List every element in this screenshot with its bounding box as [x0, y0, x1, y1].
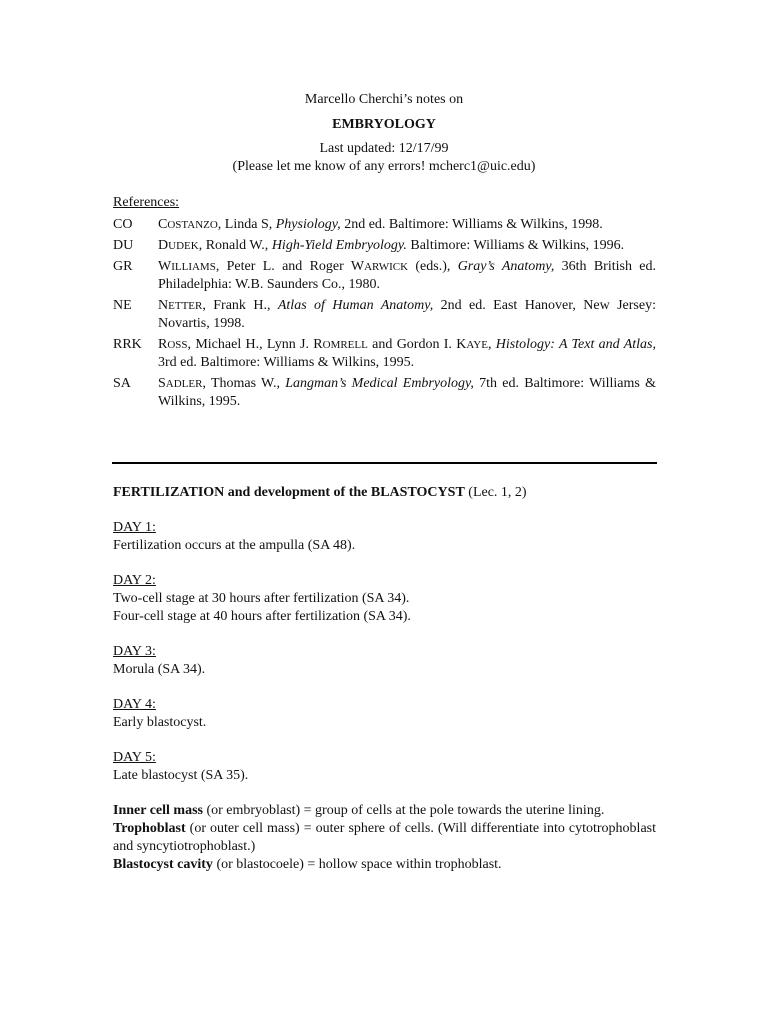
day-heading: DAY 5: — [113, 750, 156, 765]
section-title-lecture: (Lec. 1, 2) — [464, 485, 527, 500]
contact-line: (Please let me know of any errors! mcherc1@uic.edu) — [232, 159, 536, 174]
references-heading: References: — [113, 195, 180, 210]
author-smallcaps: AYE — [466, 339, 488, 351]
author-smallcaps: OSTANZO — [167, 219, 218, 231]
day-block — [113, 519, 656, 555]
reference-item — [113, 336, 656, 372]
day-line: Two-cell stage at 30 hours after fertilization (SA 34). — [113, 591, 410, 606]
day-heading: DAY 3: — [113, 644, 156, 659]
reference-item — [113, 297, 656, 333]
references-list — [113, 216, 656, 414]
day-block — [113, 572, 656, 626]
section-divider — [112, 462, 657, 464]
day-heading: DAY 2: — [113, 573, 156, 588]
author-smallcaps: ETTER — [168, 300, 203, 312]
days-list — [113, 519, 656, 785]
definition: Inner cell mass (or embryoblast) = group of cells at the pole towards the uterine lining. — [113, 803, 605, 818]
day-line: Morula (SA 34). — [113, 662, 206, 677]
definition: Blastocyst cavity (or blastocoele) = hollow space within trophoblast. — [113, 857, 502, 872]
reference-title: Histology: A Text and Atlas, — [495, 337, 657, 352]
reference-code: NE — [113, 298, 132, 313]
day-line: Four-cell stage at 40 hours after fertilization (SA 34). — [113, 609, 411, 624]
definition-term: Blastocyst cavity — [113, 857, 213, 872]
reference-title: High-Yield Embryology. — [271, 238, 407, 253]
definition-term: Trophoblast — [113, 821, 186, 836]
reference-text: COSTANZO, Linda S, Physiology, 2nd ed. Baltimore: Williams & Wilkins, 1998. — [158, 217, 603, 232]
day-line: Late blastocyst (SA 35). — [113, 768, 249, 783]
reference-code: DU — [113, 238, 134, 253]
fertilization-section — [113, 484, 656, 874]
definition-term: Inner cell mass — [113, 803, 203, 818]
reference-text: ROSS, Michael H., Lynn J. ROMRELL and Gordon I. KAYE, Histology: A Text and Atlas, 3rd ed. Baltimore: Williams & Wilkins, 1995. — [158, 337, 657, 370]
author-smallcaps: ARWICK — [364, 261, 409, 273]
reference-title: Atlas of Human Anatomy, — [277, 298, 434, 313]
reference-text: SADLER, Thomas W., Langman’s Medical Embryology, 7th ed. Baltimore: Williams & Wilkins, 1995. — [158, 376, 656, 409]
reference-code: RRK — [113, 337, 142, 352]
reference-text: NETTER, Frank H., Atlas of Human Anatomy, 2nd ed. East Hanover, New Jersey: Novartis, 1998. — [158, 298, 656, 331]
reference-item — [113, 216, 656, 234]
author-smallcaps: OSS — [167, 339, 188, 351]
section-title-bold: FERTILIZATION and development of the BLASTOCYST — [113, 485, 465, 500]
reference-item — [113, 258, 656, 294]
reference-code: SA — [113, 376, 131, 391]
section-title — [113, 484, 656, 502]
definitions — [113, 802, 656, 874]
day-heading: DAY 4: — [113, 697, 156, 712]
author-smallcaps: UDEK — [168, 240, 199, 252]
definition: Trophoblast (or outer cell mass) = outer sphere of cells. (Will differentiate into cytotrophoblast and syncytiotrophoblast.) — [113, 821, 656, 854]
day-line: Early blastocyst. — [113, 715, 207, 730]
author-smallcaps: ILLIAMS — [171, 261, 216, 273]
last-updated: Last updated: 12/17/99 — [319, 141, 449, 156]
reference-title: Physiology, — [275, 217, 341, 232]
day-block — [113, 696, 656, 732]
day-heading: DAY 1: — [113, 520, 156, 535]
day-line: Fertilization occurs at the ampulla (SA 48). — [113, 538, 356, 553]
day-block — [113, 643, 656, 679]
day-block — [113, 749, 656, 785]
reference-code: CO — [113, 217, 133, 232]
reference-item — [113, 375, 656, 411]
author-smallcaps: ADLER — [165, 378, 203, 390]
reference-text: DUDEK, Ronald W., High-Yield Embryology. Baltimore: Williams & Wilkins, 1996. — [158, 238, 625, 253]
author-line: Marcello Cherchi’s notes on — [304, 92, 464, 107]
author-smallcaps: OMRELL — [322, 339, 368, 351]
reference-code: GR — [113, 259, 133, 274]
reference-title: Gray’s Anatomy, — [457, 259, 555, 274]
reference-title: Langman’s Medical Embryology, — [285, 376, 474, 391]
document-title: EMBRYOLOGY — [332, 117, 436, 132]
reference-item — [113, 237, 656, 255]
reference-text: WILLIAMS, Peter L. and Roger WARWICK (eds.), Gray’s Anatomy, 36th British ed. Philadelphia: W.B. Saunders Co., 1980. — [158, 259, 656, 292]
